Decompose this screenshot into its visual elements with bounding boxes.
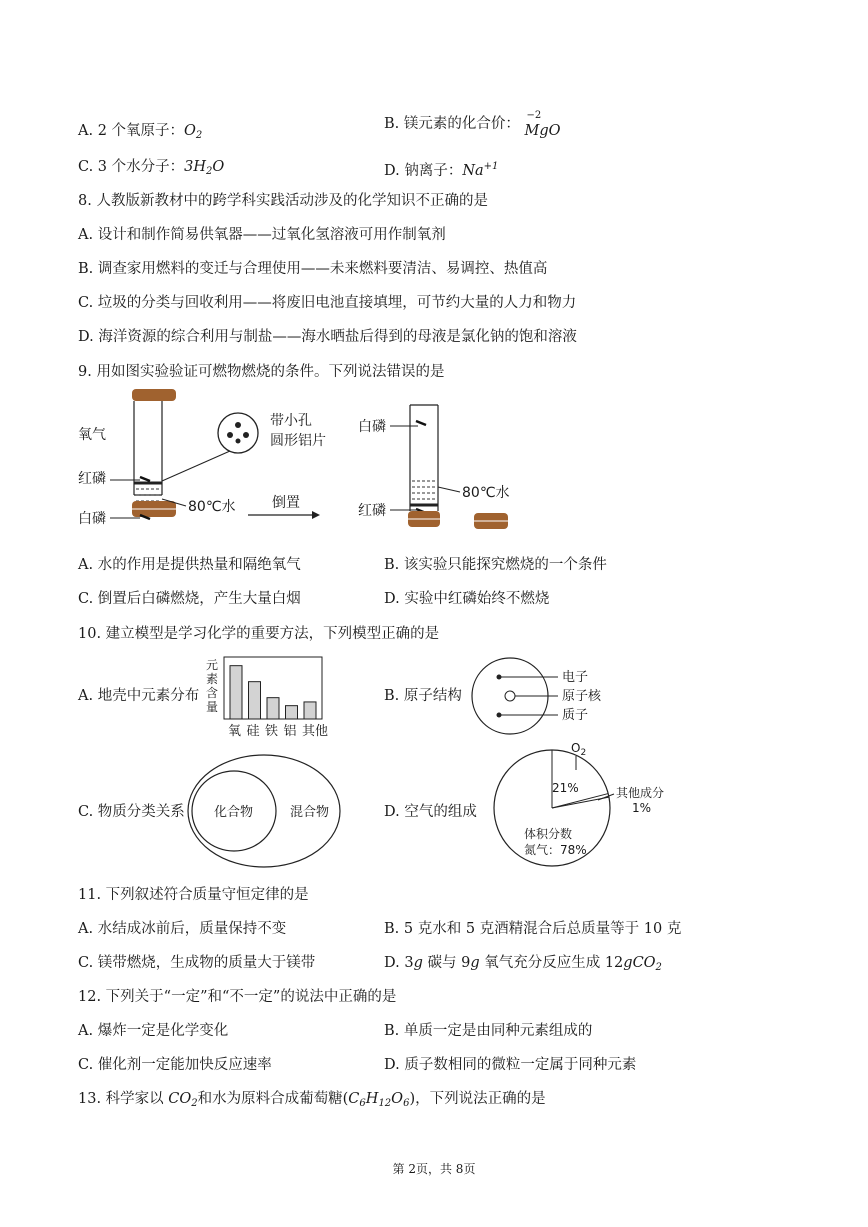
venn-inner-label: 化合物: [214, 805, 254, 820]
q8-option-b: B. 调查家用燃料的变迁与合理使用——未来燃料要清洁、易调控、热值高: [78, 261, 548, 277]
atom-label-electron: 电子: [562, 670, 589, 685]
atom-label-nucleus: 原子核: [562, 689, 602, 704]
bar-category-label-2: 铁: [265, 724, 279, 739]
bar-category-label-0: 氧: [228, 724, 242, 739]
q9-stem: 9. 用如图实验验证可燃物燃烧的条件。下列说法错误的是: [78, 364, 445, 380]
pie-o2-label: $O_2$: [571, 741, 587, 758]
atom-structure-model: [466, 655, 616, 737]
bar-ylabel-0: 元: [206, 658, 219, 672]
q9-option-c: C. 倒置后白磷燃烧，产生大量白烟: [78, 591, 301, 607]
q12-option-a: A. 爆炸一定是化学变化: [78, 1023, 229, 1039]
q8-option-c: C. 垃圾的分类与回收利用——将废旧电池直接填埋，可节约大量的人力和物力: [78, 295, 577, 311]
air-composition-pie-chart: [486, 740, 676, 870]
label-white-p-right: 白磷: [358, 419, 386, 435]
q7-option-c: C. 3 个水分子：$3H_2O$: [78, 159, 225, 177]
bar-category-label-4: 其他: [302, 724, 329, 739]
pie-pct21: 21%: [552, 781, 579, 795]
bar-ylabel-2: 含: [206, 686, 219, 700]
label-red-p-right: 红磷: [358, 503, 386, 519]
label-water-right: 80℃水: [462, 485, 510, 501]
q10-b-label: B. 原子结构: [384, 688, 462, 704]
q10-c-label: C. 物质分类关系: [78, 804, 185, 820]
q10-d-label: D. 空气的组成: [384, 804, 477, 820]
substance-classification-venn: [184, 752, 344, 870]
page-footer: 第 2页，共 8页: [392, 1162, 476, 1176]
pie-slice-boundary-1: [552, 794, 608, 808]
bar-0: [230, 666, 242, 719]
bar-1: [249, 682, 261, 719]
bar-ylabel-1: 素: [206, 672, 219, 686]
q11-option-b: B. 5 克水和 5 克酒精混合后总质量等于 10 克: [384, 921, 682, 937]
venn-outer-label: 混合物: [290, 805, 330, 820]
label-white-p-left: 白磷: [78, 511, 106, 527]
bar-category-label-3: 铝: [283, 724, 297, 739]
q13-stem: 13. 科学家以 $CO_2$和水为原料合成葡萄糖$(C_6H_{12}O_6)$，下列说法正确的是: [78, 1091, 546, 1109]
bar-4: [304, 702, 316, 719]
pie-pct1: 1%: [632, 801, 652, 815]
bar-category-label-1: 硅: [246, 724, 260, 739]
pie-volume-label: 体积分数: [524, 827, 573, 841]
q12-option-d: D. 质子数相同的微粒一定属于同种元素: [384, 1057, 637, 1073]
pie-n2-label: 氮气：78%: [524, 843, 587, 857]
q8-option-d: D. 海洋资源的综合利用与制盐——海水晒盐后得到的母液是氯化钠的饱和溶液: [78, 329, 577, 345]
label-oxygen: 氧气: [78, 427, 106, 443]
q12-stem: 12. 下列关于“一定”和“不一定”的说法中正确的是: [78, 989, 397, 1005]
q8-stem: 8. 人教版新教材中的跨学科实践活动涉及的化学知识不正确的是: [78, 193, 488, 209]
q12-option-b: B. 单质一定是由同种元素组成的: [384, 1023, 593, 1039]
crust-element-bar-chart: [200, 655, 335, 741]
label-foil-2: 圆形铝片: [270, 433, 326, 449]
mgo-formula: −2 MgO: [524, 114, 560, 134]
bar-3: [286, 706, 298, 719]
q8-option-a: A. 设计和制作简易供氧器——过氧化氢溶液可用作制氧剂: [78, 227, 446, 243]
q7-option-a: A. 2 个氧原子：$O_2$: [78, 123, 203, 141]
q9-option-d: D. 实验中红磷始终不燃烧: [384, 591, 550, 607]
q11-option-c: C. 镁带燃烧，生成物的质量大于镁带: [78, 955, 316, 971]
label-invert: 倒置: [272, 495, 300, 511]
label-water-left: 80℃水: [188, 499, 236, 515]
label-foil-1: 带小孔: [270, 413, 312, 429]
bar-2: [267, 698, 279, 719]
q7-option-d: D. 钠离子：$Na^{+1}$: [384, 161, 499, 179]
label-red-p-left: 红磷: [78, 471, 106, 487]
atom-label-proton: 质子: [562, 708, 589, 723]
q10-stem: 10. 建立模型是学习化学的重要方法，下列模型正确的是: [78, 626, 440, 642]
q10-a-label: A. 地壳中元素分布: [78, 688, 200, 704]
q7-option-b: B. 镁元素的化合价： −2 MgO: [384, 114, 561, 134]
bar-ylabel-3: 量: [206, 700, 219, 714]
q11-option-a: A. 水结成冰前后，质量保持不变: [78, 921, 287, 937]
q9-combustion-figure: [70, 385, 530, 535]
q11-option-d: D. 3g 碳与 9g 氧气充分反应生成 12gCO$_2$: [384, 955, 662, 973]
q9-option-b: B. 该实验只能探究燃烧的一个条件: [384, 557, 607, 573]
q11-stem: 11. 下列叙述符合质量守恒定律的是: [78, 887, 309, 903]
pie-other-label: 其他成分: [616, 786, 665, 800]
valence-mark: −2: [526, 110, 542, 121]
q12-option-c: C. 催化剂一定能加快反应速率: [78, 1057, 272, 1073]
q9-option-a: A. 水的作用是提供热量和隔绝氧气: [78, 557, 301, 573]
